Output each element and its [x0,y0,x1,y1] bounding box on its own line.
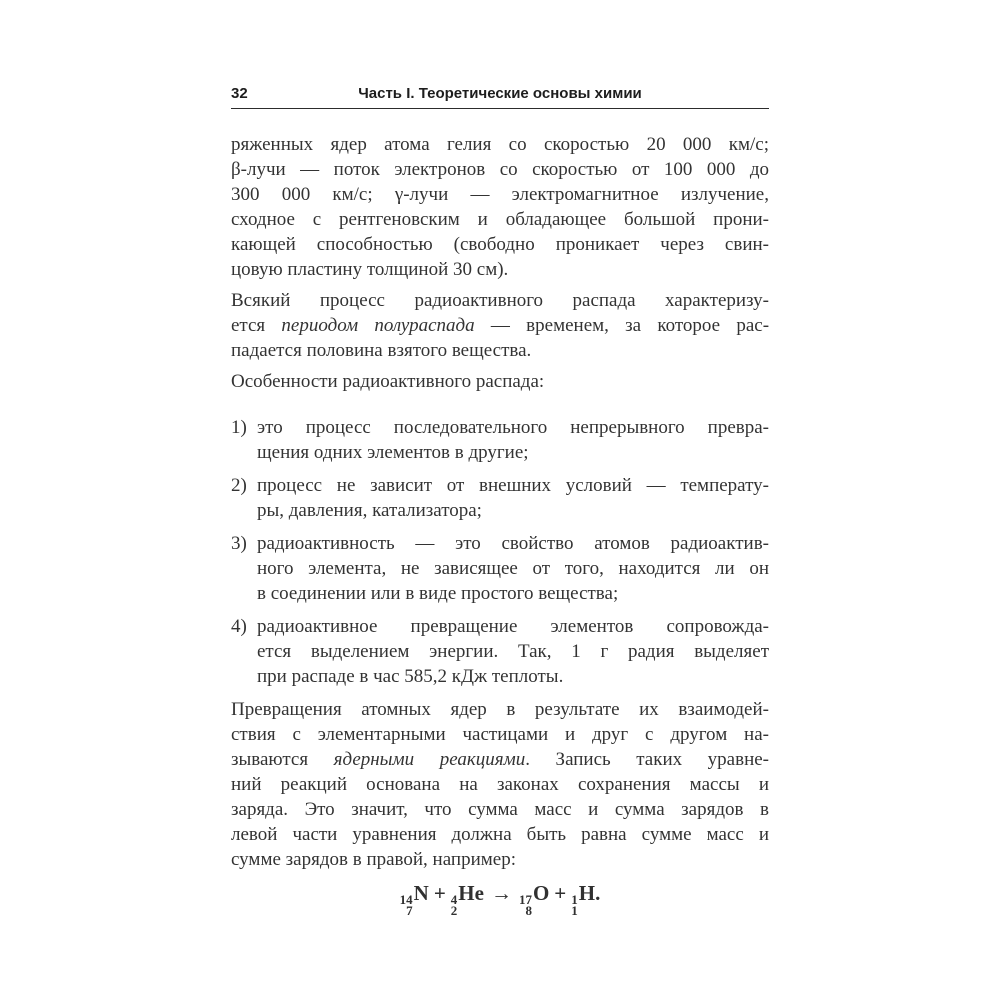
charge-number: 1 [571,903,578,919]
text-line: это процесс последовательного непрерывного превра- [257,417,769,438]
mass-number: 17 [518,892,532,908]
decay-features-list [231,415,769,689]
running-title: Часть I. Теоретические основы химии [358,85,642,102]
nuclide-oxygen [518,881,550,919]
text-line: ного элемента, не зависящее от того, находится ли он [257,558,769,579]
page-header [231,86,769,109]
text-line: кающей способностью (свободно проникает через свин- [231,234,769,255]
list-item-1 [231,415,769,465]
page-number: 32 [231,85,248,102]
charge-number: 7 [406,903,413,919]
text-line: Всякий процесс радиоактивного распада характеризу- [231,290,769,311]
text-line: ряженных ядер атома гелия со скоростью 20 000 км/с; [231,134,769,155]
paragraph-rays [231,132,769,282]
text-fragment: ется [231,315,282,336]
paragraph-half-life [231,288,769,363]
page-content [231,85,770,919]
text-line: левой части уравнения должна быть равна сумме масс и [231,824,769,845]
charge-number: 8 [525,903,532,919]
list-marker: 4) [231,616,247,637]
italic-term-half-life: периодом полураспада [281,315,475,336]
text-fragment: — временем, за которое рас- [474,315,770,336]
element-symbol: N [413,881,429,905]
text-fragment: зываются [231,749,334,770]
charge-number: 2 [450,903,458,919]
text-fragment: . Запись таких уравне- [525,749,769,770]
text-line: ется выделением энергии. Так, 1 г радия выделяет [257,641,769,662]
nuclear-equation [231,878,769,919]
plus-operator: + [554,881,567,905]
mass-number: 1 [571,892,578,908]
text-line: радиоактивность — это свойство атомов радиоактив- [257,533,769,554]
text-line: при распаде в час 585,2 кДж теплоты. [257,666,564,687]
equation-period: . [595,881,601,905]
element-symbol: He [458,881,484,905]
text-line: сумме зарядов в правой, например: [231,849,516,870]
nuclide-scripts [450,892,458,919]
text-line: ствия с элементарными частицами и друг с другом на- [231,724,769,745]
text-line: в соединении или в виде простого вещества; [257,583,619,604]
text-line [231,747,769,772]
paragraph-nuclear-reactions [231,697,769,872]
mass-number: 4 [450,892,458,908]
list-item-2 [231,473,769,523]
text-line: щения одних элементов в другие; [257,442,529,463]
nuclide-nitrogen [399,881,429,919]
page-body [231,132,770,919]
nuclide-scripts [518,892,532,919]
arrow-operator: → [490,881,512,905]
text-line: сходное с рентгеновским и обладающее большой прони- [231,209,769,230]
text-line: 300 000 км/с; γ-лучи — электромагнитное излучение, [231,184,769,205]
text-line: ний реакций основана на законах сохранения массы и [231,774,769,795]
text-line: Особенности радиоактивного распада: [231,371,545,392]
plus-operator: + [433,881,446,905]
nuclide-helium [450,881,484,919]
italic-term-nuclear-reactions: ядерными реакциями [333,749,526,770]
text-line: цовую пластину толщиной 30 см). [231,259,509,280]
nuclide-hydrogen [571,881,596,919]
list-marker: 1) [231,417,247,438]
nuclide-scripts [399,892,413,919]
nuclide-scripts [571,892,578,919]
text-line: процесс не зависит от внешних условий — температу- [257,475,769,496]
text-line: β-лучи — поток электронов со скоростью от 100 000 до [231,159,769,180]
paragraph-features-intro [231,369,769,394]
element-symbol: H [578,881,596,905]
list-marker: 3) [231,533,247,554]
list-item-3 [231,531,769,606]
list-marker: 2) [231,475,247,496]
text-line: заряда. Это значит, что сумма масс и сумма зарядов в [231,799,769,820]
text-line: падается половина взятого вещества. [231,340,532,361]
text-line: Превращения атомных ядер в результате их взаимодей- [231,699,769,720]
list-item-4 [231,614,769,689]
text-line: ры, давления, катализатора; [257,500,482,521]
text-line: радиоактивное превращение элементов сопровожда- [257,616,769,637]
element-symbol: O [532,881,550,905]
mass-number: 14 [399,892,413,908]
text-line [231,313,769,338]
